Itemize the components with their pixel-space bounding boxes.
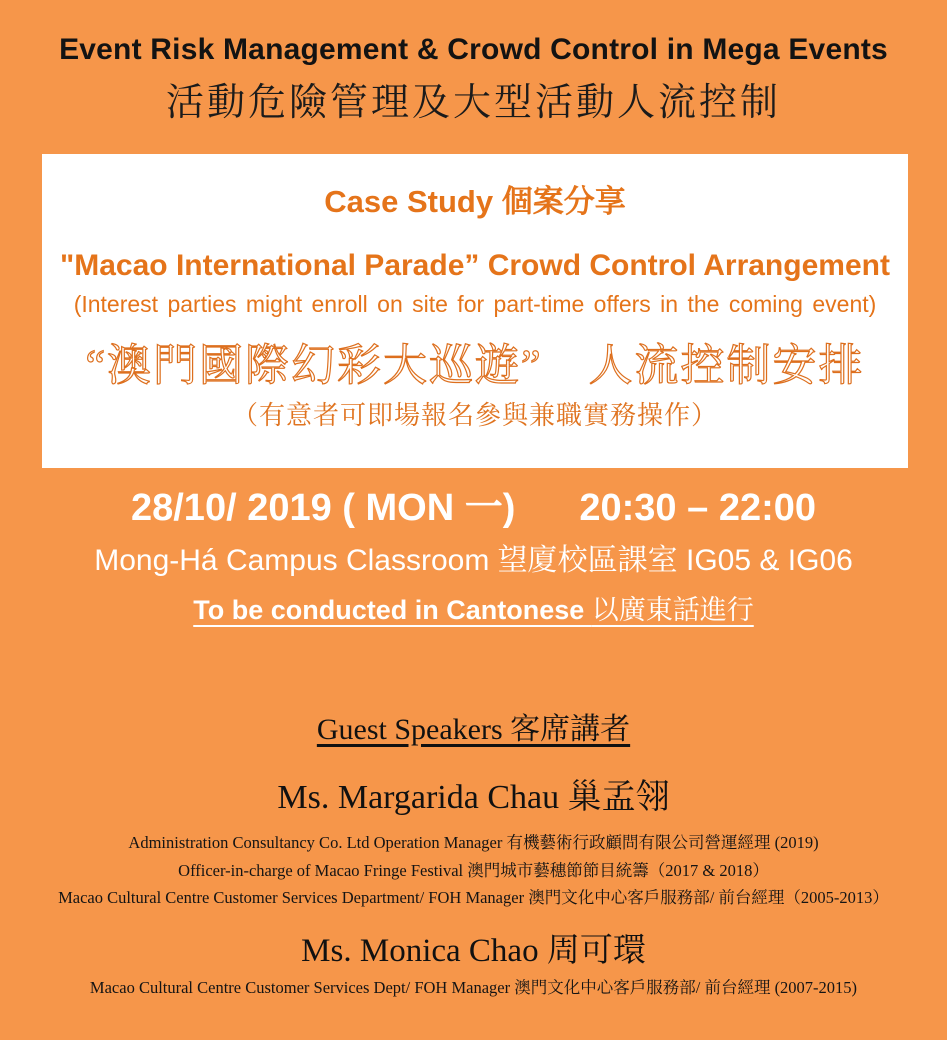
case-study-subject-english: "Macao International Parade” Crowd Control Arrangement [60,249,890,282]
poster-title-chinese: 活動危險管理及大型活動人流控制 [165,82,781,124]
speaker-name: Ms. Margarida Chau 巢孟翎 [277,779,670,816]
case-study-note-english: (Interest parties might enroll on site for part-time offers in the coming event) [73,291,877,317]
guest-speakers-heading: Guest Speakers 客席講者 [316,713,631,746]
case-study-card [42,154,908,468]
event-language-english: To be conducted in Cantonese [193,595,592,625]
case-study-note-chinese: （有意者可即場報名參與兼職實務操作） [231,401,718,430]
event-time: 20:30 – 22:00 [579,487,817,529]
speaker-block [0,930,947,1002]
event-date: 28/10/ 2019 ( MON 一) [130,487,516,529]
event-language-chinese: 以廣東話進行 [591,595,754,625]
speaker-credentials [0,829,947,912]
credential-line: Administration Consultancy Co. Ltd Operation Manager 有機藝術行政顧問有限公司營運經理 (2019) [128,833,819,852]
credential-line: Officer-in-charge of Macao Fringe Festival 澳門城市藝穗節節目統籌（2017 & 2018） [178,860,769,880]
event-venue: Mong-Há Campus Classroom 望廈校區課室 IG05 & IG06 [94,544,853,577]
case-study-subject-chinese: “澳門國際幻彩大巡遊” 人流控制安排 [85,341,865,390]
case-study-heading: Case Study 個案分享 [324,184,626,219]
schedule-section [0,486,947,627]
poster-title-english: Event Risk Management & Crowd Control in Mega Events [59,33,888,66]
date-time-row [0,486,947,530]
credential-line: Macao Cultural Centre Customer Services Department/ FOH Manager 澳門文化中心客戶服務部/ 前台經理（2005-2013） [58,888,889,907]
speaker-block [0,777,947,912]
credential-line: Macao Cultural Centre Customer Services Dept/ FOH Manager 澳門文化中心客戶服務部/ 前台經理 (2007-2015) [89,977,858,997]
speaker-name: Ms. Monica Chao 周可環 [301,932,646,969]
guest-speakers-section [0,627,947,1001]
event-language-line [193,593,754,627]
